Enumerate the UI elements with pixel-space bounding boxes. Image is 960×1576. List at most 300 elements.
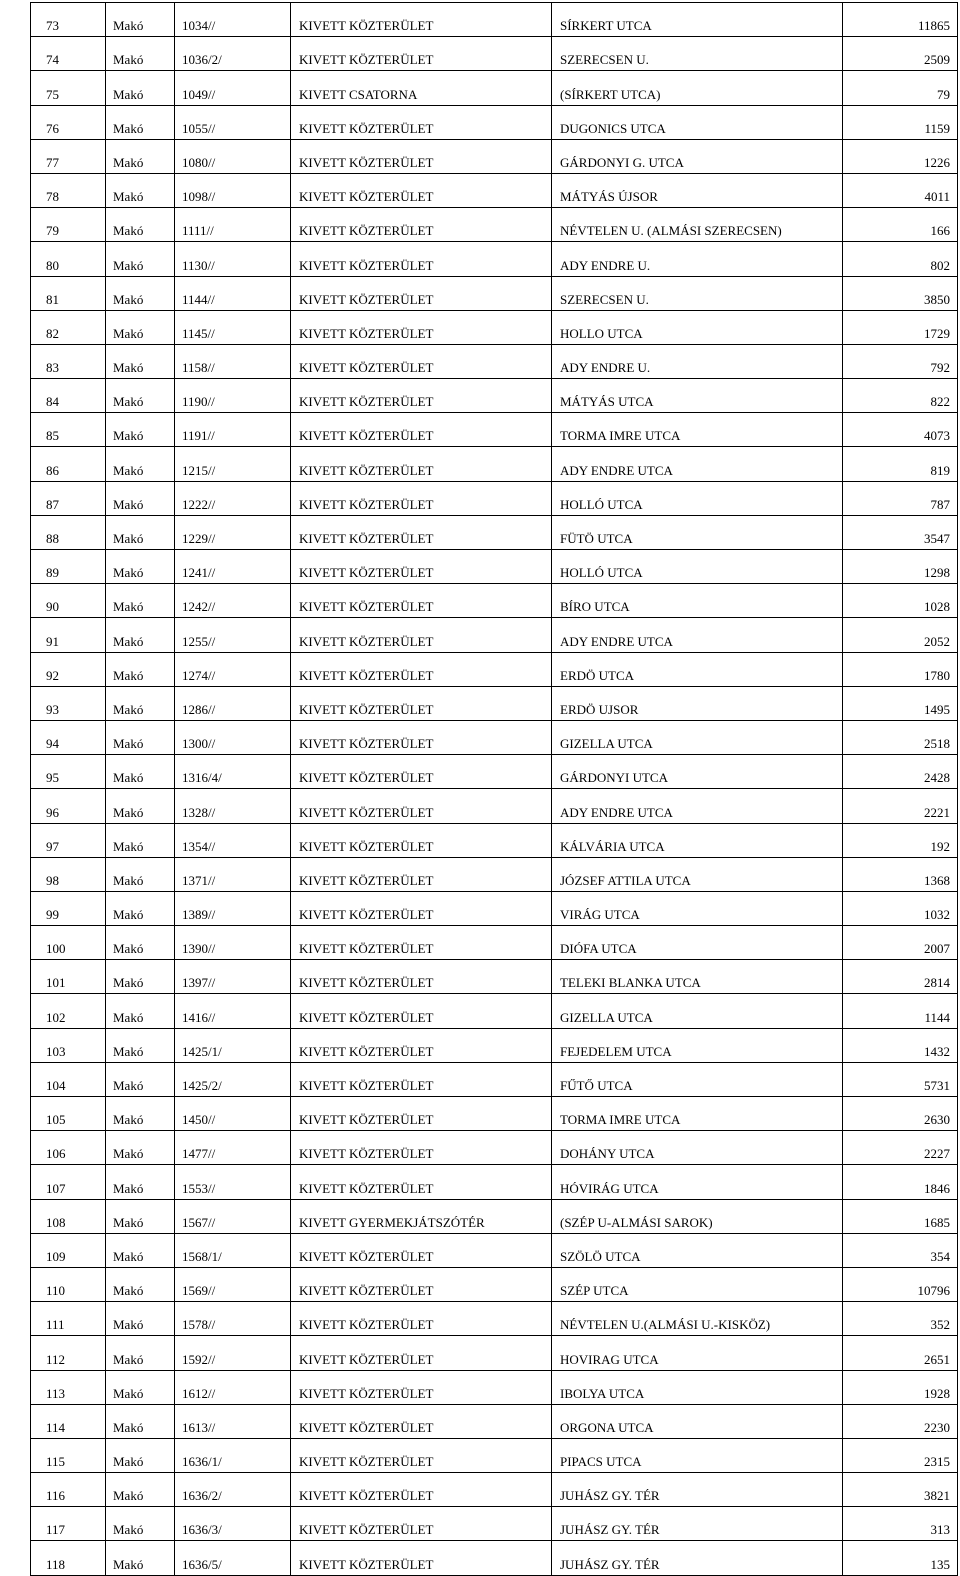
area-cell: 2230 (843, 1404, 958, 1438)
land-type-cell: KIVETT KÖZTERÜLET (291, 926, 552, 960)
town-cell: Makó (106, 686, 175, 720)
area-cell: 1780 (843, 652, 958, 686)
town-cell: Makó (106, 139, 175, 173)
table-row (31, 1267, 958, 1301)
street-name-cell: TORMA IMRE UTCA (552, 1097, 843, 1131)
area-cell: 10796 (843, 1267, 958, 1301)
table-row (31, 344, 958, 378)
row-number: 86 (31, 447, 106, 481)
area-cell: 802 (843, 242, 958, 276)
street-name-cell: VIRÁG UTCA (552, 891, 843, 925)
parcel-number-cell: 1425/2/ (175, 1062, 291, 1096)
area-cell: 313 (843, 1507, 958, 1541)
area-cell: 787 (843, 481, 958, 515)
table-row (31, 994, 958, 1028)
land-type-cell: KIVETT KÖZTERÜLET (291, 413, 552, 447)
street-name-cell: HOLLÓ UTCA (552, 550, 843, 584)
area-cell: 3547 (843, 515, 958, 549)
table-row (31, 789, 958, 823)
land-type-cell: KIVETT KÖZTERÜLET (291, 310, 552, 344)
parcel-number-cell: 1098// (175, 173, 291, 207)
street-name-cell: GÁRDONYI UTCA (552, 755, 843, 789)
street-name-cell: GÁRDONYI G. UTCA (552, 139, 843, 173)
town-cell: Makó (106, 173, 175, 207)
table-row (31, 379, 958, 413)
area-cell: 2227 (843, 1131, 958, 1165)
land-type-cell: KIVETT KÖZTERÜLET (291, 515, 552, 549)
street-name-cell: SZERECSEN U. (552, 37, 843, 71)
table-row (31, 891, 958, 925)
parcel-number-cell: 1636/3/ (175, 1507, 291, 1541)
street-name-cell: GIZELLA UTCA (552, 994, 843, 1028)
land-type-cell: KIVETT KÖZTERÜLET (291, 1404, 552, 1438)
area-cell: 2428 (843, 755, 958, 789)
town-cell: Makó (106, 242, 175, 276)
row-number: 78 (31, 173, 106, 207)
street-name-cell: GIZELLA UTCA (552, 720, 843, 754)
table-row (31, 1199, 958, 1233)
table-row (31, 105, 958, 139)
parcel-number-cell: 1553// (175, 1165, 291, 1199)
street-name-cell: MÁTYÁS ÚJSOR (552, 173, 843, 207)
parcel-number-cell: 1636/5/ (175, 1541, 291, 1575)
row-number: 89 (31, 550, 106, 584)
area-cell: 1144 (843, 994, 958, 1028)
land-type-cell: KIVETT KÖZTERÜLET (291, 447, 552, 481)
area-cell: 5731 (843, 1062, 958, 1096)
parcel-number-cell: 1130// (175, 242, 291, 276)
row-number: 84 (31, 379, 106, 413)
street-name-cell: IBOLYA UTCA (552, 1370, 843, 1404)
table-row (31, 618, 958, 652)
row-number: 76 (31, 105, 106, 139)
parcel-number-cell: 1274// (175, 652, 291, 686)
parcel-number-cell: 1191// (175, 413, 291, 447)
parcel-number-cell: 1080// (175, 139, 291, 173)
area-cell: 354 (843, 1233, 958, 1267)
street-name-cell: ERDÖ UTCA (552, 652, 843, 686)
street-name-cell: HOVIRAG UTCA (552, 1336, 843, 1370)
area-cell: 1368 (843, 857, 958, 891)
land-type-cell: KIVETT GYERMEKJÁTSZÓTÉR (291, 1199, 552, 1233)
area-cell: 1846 (843, 1165, 958, 1199)
parcel-number-cell: 1354// (175, 823, 291, 857)
land-type-cell: KIVETT KÖZTERÜLET (291, 139, 552, 173)
town-cell: Makó (106, 276, 175, 310)
land-type-cell: KIVETT KÖZTERÜLET (291, 789, 552, 823)
town-cell: Makó (106, 926, 175, 960)
table-row (31, 208, 958, 242)
street-name-cell: SZÖLÖ UTCA (552, 1233, 843, 1267)
street-name-cell: HOLLO UTCA (552, 310, 843, 344)
row-number: 82 (31, 310, 106, 344)
table-row (31, 1097, 958, 1131)
street-name-cell: ADY ENDRE UTCA (552, 447, 843, 481)
street-name-cell: FEJEDELEM UTCA (552, 1028, 843, 1062)
row-number: 107 (31, 1165, 106, 1199)
area-cell: 4073 (843, 413, 958, 447)
parcel-number-cell: 1158// (175, 344, 291, 378)
property-table (30, 2, 958, 1576)
parcel-number-cell: 1371// (175, 857, 291, 891)
area-cell: 192 (843, 823, 958, 857)
land-type-cell: KIVETT KÖZTERÜLET (291, 1062, 552, 1096)
table-row (31, 720, 958, 754)
town-cell: Makó (106, 310, 175, 344)
town-cell: Makó (106, 891, 175, 925)
land-type-cell: KIVETT KÖZTERÜLET (291, 1336, 552, 1370)
street-name-cell: SZÉP UTCA (552, 1267, 843, 1301)
town-cell: Makó (106, 515, 175, 549)
land-type-cell: KIVETT KÖZTERÜLET (291, 550, 552, 584)
street-name-cell: KÁLVÁRIA UTCA (552, 823, 843, 857)
table-row (31, 926, 958, 960)
area-cell: 1432 (843, 1028, 958, 1062)
land-type-cell: KIVETT KÖZTERÜLET (291, 208, 552, 242)
row-number: 113 (31, 1370, 106, 1404)
town-cell: Makó (106, 1267, 175, 1301)
land-type-cell: KIVETT KÖZTERÜLET (291, 1267, 552, 1301)
land-type-cell: KIVETT KÖZTERÜLET (291, 1028, 552, 1062)
table-row (31, 139, 958, 173)
land-type-cell: KIVETT KÖZTERÜLET (291, 1370, 552, 1404)
town-cell: Makó (106, 1473, 175, 1507)
town-cell: Makó (106, 1028, 175, 1062)
town-cell: Makó (106, 994, 175, 1028)
table-row (31, 1336, 958, 1370)
table-row (31, 1541, 958, 1575)
street-name-cell: JUHÁSZ GY. TÉR (552, 1507, 843, 1541)
land-type-cell: KIVETT KÖZTERÜLET (291, 994, 552, 1028)
town-cell: Makó (106, 3, 175, 37)
land-type-cell: KIVETT KÖZTERÜLET (291, 1097, 552, 1131)
row-number: 115 (31, 1438, 106, 1472)
street-name-cell: NÉVTELEN U. (ALMÁSI SZERECSEN) (552, 208, 843, 242)
area-cell: 1729 (843, 310, 958, 344)
town-cell: Makó (106, 1370, 175, 1404)
table-row (31, 652, 958, 686)
parcel-number-cell: 1450// (175, 1097, 291, 1131)
row-number: 74 (31, 37, 106, 71)
land-type-cell: KIVETT KÖZTERÜLET (291, 1165, 552, 1199)
town-cell: Makó (106, 550, 175, 584)
land-type-cell: KIVETT KÖZTERÜLET (291, 720, 552, 754)
town-cell: Makó (106, 71, 175, 105)
town-cell: Makó (106, 37, 175, 71)
parcel-number-cell: 1049// (175, 71, 291, 105)
row-number: 79 (31, 208, 106, 242)
land-type-cell: KIVETT KÖZTERÜLET (291, 891, 552, 925)
parcel-number-cell: 1111// (175, 208, 291, 242)
street-name-cell: MÁTYÁS UTCA (552, 379, 843, 413)
land-type-cell: KIVETT KÖZTERÜLET (291, 173, 552, 207)
street-name-cell: FÜTÖ UTCA (552, 515, 843, 549)
street-name-cell: JUHÁSZ GY. TÉR (552, 1473, 843, 1507)
street-name-cell: NÉVTELEN U.(ALMÁSI U.-KISKÖZ) (552, 1302, 843, 1336)
street-name-cell: (SÍRKERT UTCA) (552, 71, 843, 105)
area-cell: 2315 (843, 1438, 958, 1472)
row-number: 77 (31, 139, 106, 173)
town-cell: Makó (106, 447, 175, 481)
table-row (31, 584, 958, 618)
street-name-cell: FŰTŐ UTCA (552, 1062, 843, 1096)
area-cell: 822 (843, 379, 958, 413)
area-cell: 135 (843, 1541, 958, 1575)
town-cell: Makó (106, 1404, 175, 1438)
parcel-number-cell: 1055// (175, 105, 291, 139)
parcel-number-cell: 1242// (175, 584, 291, 618)
table-row (31, 1028, 958, 1062)
row-number: 112 (31, 1336, 106, 1370)
town-cell: Makó (106, 344, 175, 378)
table-row (31, 550, 958, 584)
town-cell: Makó (106, 1302, 175, 1336)
row-number: 87 (31, 481, 106, 515)
table-row (31, 1233, 958, 1267)
table-row (31, 481, 958, 515)
area-cell: 1159 (843, 105, 958, 139)
table-row (31, 686, 958, 720)
row-number: 110 (31, 1267, 106, 1301)
area-cell: 352 (843, 1302, 958, 1336)
town-cell: Makó (106, 208, 175, 242)
row-number: 106 (31, 1131, 106, 1165)
area-cell: 3821 (843, 1473, 958, 1507)
parcel-number-cell: 1636/1/ (175, 1438, 291, 1472)
town-cell: Makó (106, 105, 175, 139)
street-name-cell: PIPACS UTCA (552, 1438, 843, 1472)
table-row (31, 413, 958, 447)
table-row (31, 173, 958, 207)
table-row (31, 1165, 958, 1199)
area-cell: 2509 (843, 37, 958, 71)
parcel-number-cell: 1229// (175, 515, 291, 549)
town-cell: Makó (106, 1097, 175, 1131)
street-name-cell: JUHÁSZ GY. TÉR (552, 1541, 843, 1575)
row-number: 108 (31, 1199, 106, 1233)
street-name-cell: HÓVIRÁG UTCA (552, 1165, 843, 1199)
row-number: 116 (31, 1473, 106, 1507)
row-number: 111 (31, 1302, 106, 1336)
row-number: 83 (31, 344, 106, 378)
land-type-cell: KIVETT KÖZTERÜLET (291, 37, 552, 71)
land-type-cell: KIVETT KÖZTERÜLET (291, 686, 552, 720)
land-type-cell: KIVETT KÖZTERÜLET (291, 823, 552, 857)
street-name-cell: ADY ENDRE UTCA (552, 789, 843, 823)
parcel-number-cell: 1477// (175, 1131, 291, 1165)
table-row (31, 1438, 958, 1472)
area-cell: 2518 (843, 720, 958, 754)
land-type-cell: KIVETT KÖZTERÜLET (291, 1302, 552, 1336)
parcel-number-cell: 1568/1/ (175, 1233, 291, 1267)
town-cell: Makó (106, 1165, 175, 1199)
land-type-cell: KIVETT KÖZTERÜLET (291, 1541, 552, 1575)
parcel-number-cell: 1300// (175, 720, 291, 754)
town-cell: Makó (106, 1541, 175, 1575)
table-row (31, 823, 958, 857)
town-cell: Makó (106, 1233, 175, 1267)
town-cell: Makó (106, 413, 175, 447)
row-number: 92 (31, 652, 106, 686)
row-number: 85 (31, 413, 106, 447)
table-row (31, 515, 958, 549)
table-row (31, 447, 958, 481)
parcel-number-cell: 1034// (175, 3, 291, 37)
land-type-cell: KIVETT KÖZTERÜLET (291, 379, 552, 413)
row-number: 117 (31, 1507, 106, 1541)
town-cell: Makó (106, 618, 175, 652)
street-name-cell: SÍRKERT UTCA (552, 3, 843, 37)
parcel-number-cell: 1389// (175, 891, 291, 925)
town-cell: Makó (106, 857, 175, 891)
town-cell: Makó (106, 823, 175, 857)
area-cell: 1928 (843, 1370, 958, 1404)
table-body (31, 3, 958, 1576)
town-cell: Makó (106, 789, 175, 823)
town-cell: Makó (106, 1336, 175, 1370)
parcel-number-cell: 1255// (175, 618, 291, 652)
parcel-number-cell: 1613// (175, 1404, 291, 1438)
parcel-number-cell: 1222// (175, 481, 291, 515)
area-cell: 1495 (843, 686, 958, 720)
parcel-number-cell: 1416// (175, 994, 291, 1028)
table-row (31, 755, 958, 789)
area-cell: 2630 (843, 1097, 958, 1131)
parcel-number-cell: 1328// (175, 789, 291, 823)
town-cell: Makó (106, 1507, 175, 1541)
area-cell: 2651 (843, 1336, 958, 1370)
area-cell: 2052 (843, 618, 958, 652)
table-row (31, 1062, 958, 1096)
row-number: 96 (31, 789, 106, 823)
area-cell: 1226 (843, 139, 958, 173)
town-cell: Makó (106, 584, 175, 618)
area-cell: 819 (843, 447, 958, 481)
parcel-number-cell: 1592// (175, 1336, 291, 1370)
parcel-number-cell: 1215// (175, 447, 291, 481)
area-cell: 2221 (843, 789, 958, 823)
row-number: 75 (31, 71, 106, 105)
parcel-number-cell: 1390// (175, 926, 291, 960)
town-cell: Makó (106, 481, 175, 515)
parcel-number-cell: 1569// (175, 1267, 291, 1301)
street-name-cell: DOHÁNY UTCA (552, 1131, 843, 1165)
table-row (31, 37, 958, 71)
row-number: 105 (31, 1097, 106, 1131)
area-cell: 11865 (843, 3, 958, 37)
parcel-number-cell: 1397// (175, 960, 291, 994)
table-row (31, 1507, 958, 1541)
street-name-cell: TORMA IMRE UTCA (552, 413, 843, 447)
row-number: 73 (31, 3, 106, 37)
parcel-number-cell: 1190// (175, 379, 291, 413)
land-type-cell: KIVETT KÖZTERÜLET (291, 1233, 552, 1267)
area-cell: 4011 (843, 173, 958, 207)
land-type-cell: KIVETT KÖZTERÜLET (291, 618, 552, 652)
street-name-cell: (SZÉP U-ALMÁSI SAROK) (552, 1199, 843, 1233)
parcel-number-cell: 1286// (175, 686, 291, 720)
area-cell: 2814 (843, 960, 958, 994)
parcel-number-cell: 1241// (175, 550, 291, 584)
row-number: 104 (31, 1062, 106, 1096)
town-cell: Makó (106, 720, 175, 754)
area-cell: 3850 (843, 276, 958, 310)
table-row (31, 1302, 958, 1336)
parcel-number-cell: 1612// (175, 1370, 291, 1404)
parcel-number-cell: 1036/2/ (175, 37, 291, 71)
table-row (31, 1131, 958, 1165)
area-cell: 79 (843, 71, 958, 105)
row-number: 102 (31, 994, 106, 1028)
land-type-cell: KIVETT KÖZTERÜLET (291, 1473, 552, 1507)
street-name-cell: SZERECSEN U. (552, 276, 843, 310)
table-row (31, 960, 958, 994)
table-row (31, 1404, 958, 1438)
area-cell: 1298 (843, 550, 958, 584)
land-type-cell: KIVETT KÖZTERÜLET (291, 1438, 552, 1472)
parcel-number-cell: 1578// (175, 1302, 291, 1336)
land-type-cell: KIVETT KÖZTERÜLET (291, 3, 552, 37)
parcel-number-cell: 1145// (175, 310, 291, 344)
row-number: 98 (31, 857, 106, 891)
parcel-number-cell: 1636/2/ (175, 1473, 291, 1507)
row-number: 97 (31, 823, 106, 857)
town-cell: Makó (106, 960, 175, 994)
area-cell: 1685 (843, 1199, 958, 1233)
table-row (31, 1370, 958, 1404)
street-name-cell: DIÓFA UTCA (552, 926, 843, 960)
area-cell: 1028 (843, 584, 958, 618)
row-number: 95 (31, 755, 106, 789)
row-number: 118 (31, 1541, 106, 1575)
table-row (31, 276, 958, 310)
street-name-cell: HOLLÓ UTCA (552, 481, 843, 515)
parcel-number-cell: 1425/1/ (175, 1028, 291, 1062)
street-name-cell: ERDÖ UJSOR (552, 686, 843, 720)
town-cell: Makó (106, 1062, 175, 1096)
table-row (31, 242, 958, 276)
land-type-cell: KIVETT KÖZTERÜLET (291, 105, 552, 139)
table-row (31, 310, 958, 344)
parcel-number-cell: 1316/4/ (175, 755, 291, 789)
area-cell: 1032 (843, 891, 958, 925)
town-cell: Makó (106, 1438, 175, 1472)
town-cell: Makó (106, 379, 175, 413)
land-type-cell: KIVETT KÖZTERÜLET (291, 755, 552, 789)
row-number: 99 (31, 891, 106, 925)
street-name-cell: TELEKI BLANKA UTCA (552, 960, 843, 994)
table-row (31, 71, 958, 105)
street-name-cell: ADY ENDRE U. (552, 242, 843, 276)
table-row (31, 857, 958, 891)
land-type-cell: KIVETT KÖZTERÜLET (291, 242, 552, 276)
table-row (31, 1473, 958, 1507)
row-number: 91 (31, 618, 106, 652)
street-name-cell: ADY ENDRE U. (552, 344, 843, 378)
town-cell: Makó (106, 755, 175, 789)
row-number: 114 (31, 1404, 106, 1438)
row-number: 94 (31, 720, 106, 754)
land-type-cell: KIVETT KÖZTERÜLET (291, 344, 552, 378)
land-type-cell: KIVETT CSATORNA (291, 71, 552, 105)
land-type-cell: KIVETT KÖZTERÜLET (291, 960, 552, 994)
land-type-cell: KIVETT KÖZTERÜLET (291, 652, 552, 686)
land-type-cell: KIVETT KÖZTERÜLET (291, 1507, 552, 1541)
parcel-number-cell: 1144// (175, 276, 291, 310)
land-type-cell: KIVETT KÖZTERÜLET (291, 481, 552, 515)
row-number: 88 (31, 515, 106, 549)
street-name-cell: ORGONA UTCA (552, 1404, 843, 1438)
